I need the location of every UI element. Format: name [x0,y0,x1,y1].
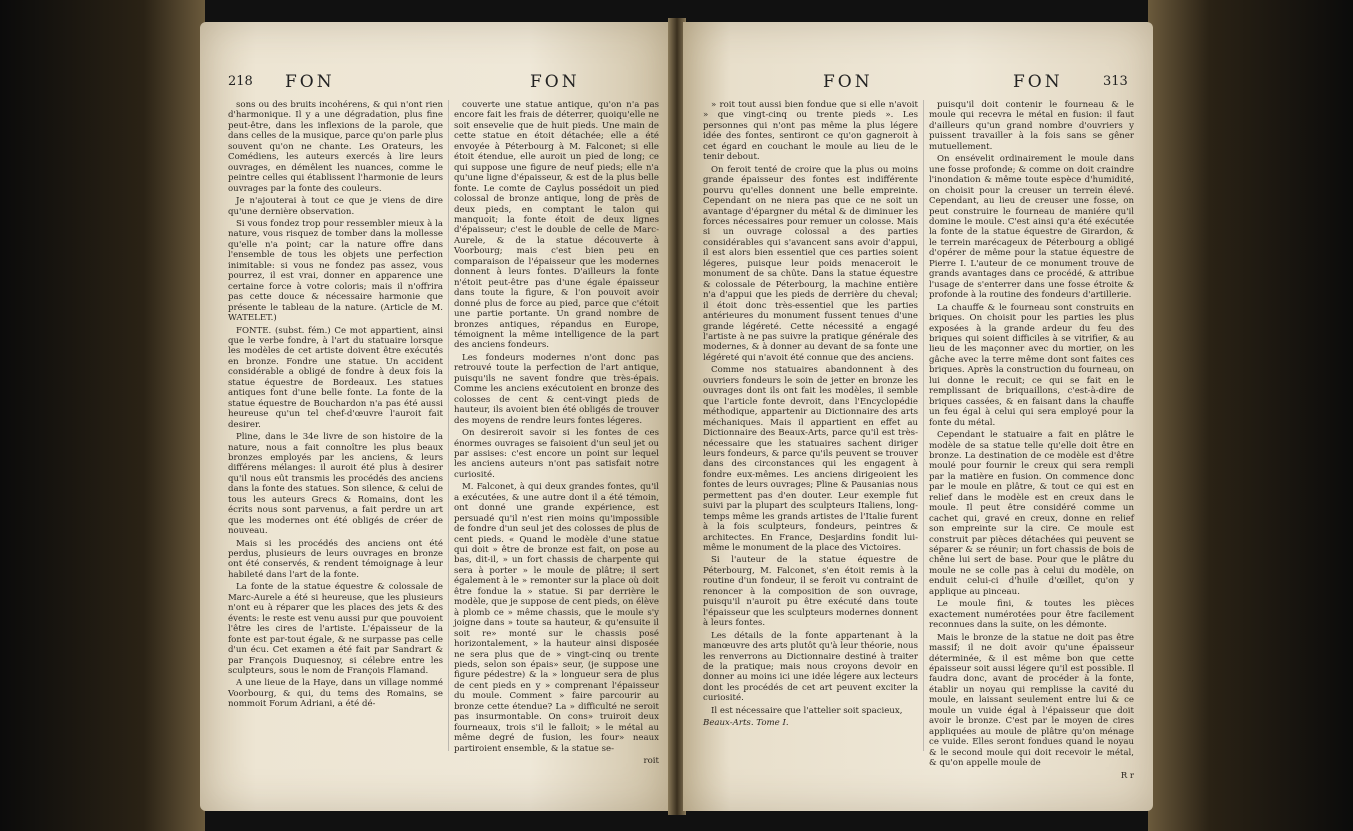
paragraph: Si vous fondez trop pour ressembler mieux à la nature, vous risquez de tomber dans la mollesse qu'elle n'a point; car la nature offre dans l'ensemble de tous les objets une perfection inimitable: si vous ne fondez pas assez, vous pourrez, il est vrai, donner en apparence une certaine force à votre coloris; mais il n'offrira pas cette douce & nécessaire harmonie que présente le tableau de la nature. (Article de M. WATELET.) [228,218,443,324]
column-rule [448,100,449,751]
catchword: roit [643,756,659,767]
paragraph: puisqu'il doit contenir le fourneau & le moule qui recevra le métal en fusion: il faut d'ailleurs qu'un grand nombre d'ouvriers y puissent travailler à la fois sans se gêner mutuellement. [929,100,1134,152]
right-running-head-1: FON [823,72,873,92]
paragraph: Mais le bronze de la statue ne doit pas être massif; il ne doit avoir qu'une épaisseur déterminée, & il est même bon que cette épaisseur soit aussi légere qu'il est possible. Il faudra donc, avant de procéder à la fonte, établir un noyau qui remplisse la cavité du moule, en laissant seulement entre lui & ce moule un vuide égal à l'épaisseur que doit avoir le bronze. C'est par le moyen de cires appliquées au moule de plâtre qu'on ménage ce vuide. Elles seront fondues quand le noyau & le second moule qui doit recevoir le métal, & qu'on appelle moule de [929,632,1134,769]
paragraph: Si l'auteur de la statue équestre de Péterbourg, M. Falconet, s'en étoit remis à la routine d'un fondeur, il se feroit vu contraint de renoncer à la composition de son ouvrage, puisqu'il n'auroit pu être exécuté dans toute l'épaisseur que les sculpteurs modernes donnent à leurs fontes. [703,555,918,629]
paragraph: Je n'ajouterai à tout ce que je viens de dire qu'une dernière observation. [228,196,443,217]
paragraph: A une lieue de la Haye, dans un village nommé Voorbourg, & qui, du tems des Romains, se nommoit Forum Adriani, a été dé- [228,678,443,710]
paragraph: M. Falconet, à qui deux grandes fontes, qu'il a exécutées, & une autre dont il a été témoin, ont donné une grande expérience, est persuadé qu'il n'est rien moins qu'impossible de fondre d'un seul jet des colosses de plus de cent pieds. « Quand le modèle d'une statue qui doit » être de bronze est fait, on pose au bas, dit-il, » un fort chassis de charpente qui sera à porter » le moule de plâtre; il sert également à le » remonter sur la place où doit être fondue la » statue. Si par derrière le modèle, que je suppose de cent pieds, on élève à plomb ce » même chassis, que le moule s'y joigne dans » toute sa hauteur, & qu'ensuite il soit re» monté sur le chassis posé horizontalement, » la hauteur ainsi disposée ne sera plus que de » vingt-cinq ou trente pieds, selon son épais» seur, (je suppose une figure pédestre) & la » longueur sera de plus de cent pieds en y » comprenant l'épaisseur du moule. Comment » faire parcourir au bronze cette étendue? La » difficulté ne seroit pas insurmontable. On cons» truiroit deux fourneaux, trois s'il le falloit; » le métal au même degré de fusion, les four» neaux partiroient ensemble, & la statue se- [454,482,659,754]
right-page-number: 313 [1103,74,1128,89]
paragraph: » roit tout aussi bien fondue que si elle n'avoit » que vingt-cinq ou trente pieds ». Les personnes qui n'ont pas même la plus légere idée des fontes, sentiront ce qu'on gagneroit à cet égard en couchant le moule au lieu de le tenir debout. [703,100,918,163]
left-running-head-2: FON [530,72,580,92]
catchword: R r [1120,770,1134,781]
column-rule [923,100,924,751]
paragraph: La fonte de la statue équestre & colossale de Marc-Aurele a été si heureuse, que les plusieurs n'ont eu à réparer que les places des jets & des évents: le reste est venu aussi pur que pouvoient l'être les cires de l'artiste. L'épaisseur de la fonte est par-tout égale, & ne surpasse pas celle d'un écu. Cet examen a été fait par Sandrart & par François Duquesnoy, si célebre entre les sculpteurs, sous le nom de François Flamand. [228,582,443,677]
left-page [200,22,670,811]
left-column-1 [228,100,443,712]
left-page-number: 218 [228,74,253,89]
paragraph: On feroit tenté de croire que la plus ou moins grande épaisseur des fontes est indifférente pourvu qu'elles donnent une belle empreinte. Cependant on ne niera pas que ce ne soit un avantage d'épargner du métal & de diminuer les forces nécessaires pour remuer un colosse. Mais si un ouvrage colossal a des parties considérables qui s'avancent sans avoir d'appui, il est alors bien essentiel que ces parties soient légeres, puisque leur poids menaceroit le monument de sa chûte. Dans la statue équestre & colossale de Péterbourg, la machine entière n'a d'appui que les pieds de derrière du cheval; il étoit donc très-essentiel que les parties antérieures du monument fussent tenues d'une grande légéreté. Cette nécessité a engagé l'artiste à ne pas suivre la pratique générale des modernes, & à donner au devant de sa fonte une légéreté qui n'avoit été connue que des anciens. [703,164,918,363]
right-column-2 [929,100,1134,783]
right-page-edges [1148,0,1353,831]
signature-line: Beaux-Arts. Tome I. [703,718,789,729]
paragraph: On ensévelit ordinairement le moule dans une fosse profonde; & comme on doit craindre l'inondation & même toute espèce d'humidité, on choisit pour la creuser un terrein élevé. Cependant, au lieu de creuser une fosse, on peut construire le fourneau de maniére qu'il domine le moule. C'est ainsi qu'a été exécutée la fonte de la statue équestre de Girardon, & le terrein marécageux de Péterbourg a obligé d'opérer de même pour la statue équestre de Pierre I. L'auteur de ce monument trouve de grands avantages dans ce procédé, & attribue l'usage de s'enterrer dans une fosse étroite & profonde à la routine des fondeurs d'artillerie. [929,154,1134,301]
paragraph: Il est nécessaire que l'attelier soit spacieux, [711,705,903,716]
left-page-edges [0,0,205,831]
right-page [683,22,1153,811]
paragraph: La chauffe & le fourneau sont construits en briques. On choisit pour les parties les plus exposées à la grande ardeur du feu des briques qui soient difficiles à se vitrifier, & au lieu de les maçonner avec du mortier, on les gâche avec la terre même dont sont faites ces briques. Après la construction du fourneau, on lui donne le recuit; ce qui se fait en le remplissant de briquaillons, c'est-à-dire de briques cassées, & en faisant dans la chauffe un feu égal à celui qui sera employé pour la fonte du métal. [929,302,1134,428]
paragraph: Comme nos statuaires abandonnent à des ouvriers fondeurs le soin de jetter en bronze les ouvrages dont ils ont fait les modèles, il semble que l'article fonte devroit, dans l'Encyclopédie méthodique, appartenir au Dictionnaire des arts méchaniques. Mais il appartient en effet au Dictionnaire des Beaux-Arts, parce qu'il est très-nécessaire que les statuaires sachent diriger leurs fondeurs, & parce qu'ils peuvent se trouver dans des circonstances qui les engagent à fondre eux-mêmes. Les anciens dirigeoient les fontes de leurs ouvrages; Pline & Pausanias nous permettent pas d'en douter. Leur exemple fut suivi par la plupart des sculpteurs Italiens, long-temps même les grands artistes de l'Italie furent à la fois sculpteurs, fondeurs, peintres & architectes. En France, Desjardins fondit lui-même le monument de la place des Victoires. [703,365,918,554]
paragraph: Les détails de la fonte appartenant à la manœuvre des arts plutôt qu'à leur théorie, nous les renverrons au Dictionnaire destiné à traiter de la pratique; mais nous croyons devoir en donner au moins ici une idée légere aux lecteurs dont les procédés de cet art peuvent exciter la curiosité. [703,630,918,704]
paragraph: sons ou des bruits incohérens, & qui n'ont rien d'harmonique. Il y a une dégradation, plus fine peut-être, dans les inflexions de la parole, que dans celles de la musique, parce qu'on parle plus souvent qu'on ne chante. Les Orateurs, les Comédiens, les auteurs exercés à lire leurs ouvrages, en démêlent les nuances, comme le peintre celles qui établissent l'harmonie de leurs ouvrages par la fonte des couleurs. [228,100,443,194]
left-column-2 [454,100,659,769]
right-column-1 [703,100,918,731]
right-running-head-2: FON [1013,72,1063,92]
paragraph: Mais si les procédés des anciens ont été perdus, plusieurs de leurs ouvrages en bronze ont été conservés, & rendent témoignage à leur habileté dans l'art de la fonte. [228,538,443,580]
paragraph: Cependant le statuaire a fait en plâtre le modèle de sa statue telle qu'elle doit être en bronze. La destination de ce modèle est d'être moulé pour fournir le creux qui sera rempli par la matière en fusion. On commence donc par le moule en plâtre, & tout ce qui est en relief dans le modèle est en creux dans le moule. Il peut être considéré comme un cachet qui, gravé en creux, donne en relief son empreinte sur la cire. Ce moule est construit par pièces détachées qui peuvent se séparer & se réunir; un fort chassis de bois de chêne lui sert de base. Pour que le plâtre du moule ne se colle pas à celui du modèle, on enduit celui-ci d'huile d'œillet, qu'on y applique au pinceau. [929,430,1134,597]
paragraph: On desireroit savoir si les fontes de ces énormes ouvrages se faisoient d'un seul jet ou par assises: c'est encore un point sur lequel les anciens auteurs n'ont pas satisfait notre curiosité. [454,428,659,480]
paragraph: Pline, dans le 34e livre de son histoire de la nature, nous a fait connoître les plus beaux bronzes employés par les anciens, & leurs différens mélanges: il auroit été plus à desirer qu'il nous eût transmis les procédés des anciens dans la fonte des statues. Son silence, & celui de tous les auteurs Grecs & Romains, dont les écrits nous sont parvenus, a fait perdre un art que les modernes ont été obligés de créer de nouveau. [228,432,443,537]
paragraph: couverte une statue antique, qu'on n'a pas encore fait les frais de déterrer, quoiqu'elle ne soit ensevelie que de huit pieds. Une main de cette statue en étoit détachée; elle a été envoyée à Péterbourg à M. Falconet; si elle étoit étendue, elle auroit un pied de long; ce qui suppose une figure de neuf pieds; elle n'a qu'une ligne d'épaisseur, & est de la plus belle fonte. Le comte de Caylus possédoit un pied colossal de bronze antique, long de près de deux pieds, en comptant le talon qui manquoit; la fonte étoit de deux lignes d'épaisseur; c'est le double de celle de Marc-Aurele, & de la statue découverte à Voorbourg; mais c'est bien peu en comparaison de l'épaisseur que les modernes donnent à leurs fontes. D'ailleurs la fonte n'étoit peut-être pas d'une égale épaisseur dans toute la figure, & l'on pouvoit avoir donné plus de force au pied, parce que c'étoit une partie portante. Un grand nombre de bronzes antiques, répandus en Europe, témoignent la même intelligence de la part des anciens fondeurs. [454,100,659,351]
left-running-head-1: FON [285,72,335,92]
paragraph: FONTE. (subst. fém.) Ce mot appartient, ainsi que le verbe fondre, à l'art du statuaire lorsque les modèles de cet artiste doivent être exécutés en bronze. Fondre une statue. Un accident considérable a obligé de fondre à deux fois la statue équestre de Bordeaux. Les statues antiques font d'une belle fonte. La fonte de la statue équestre de Bouchardon n'a pas été aussi heureuse qu'un tel chef-d'œuvre l'auroit fait desirer. [228,325,443,430]
paragraph: Les fondeurs modernes n'ont donc pas retrouvé toute la perfection de l'art antique, puisqu'ils ne savent fondre que très-épais. Comme les anciens exécutoient en bronze des colosses de cent & cent-vingt pieds de hauteur, ils avoient bien été obligés de trouver des moyens de rendre leurs fontes légeres. [454,352,659,426]
paragraph: Le moule fini, & toutes les pièces exactement numérotées pour être facilement reconnues dans la suite, on les démonte. [929,599,1134,631]
